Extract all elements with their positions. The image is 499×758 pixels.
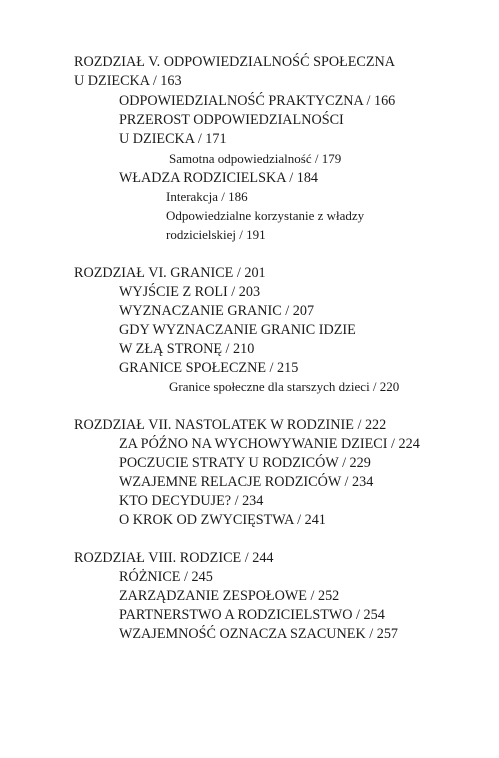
chapter-6-title: ROZDZIAŁ VI. GRANICE / 201 [74, 265, 266, 281]
toc-entry: KTO DECYDUJE? / 234 [119, 493, 264, 509]
toc-entry: W ZŁĄ STRONĘ / 210 [119, 341, 255, 357]
toc-entry: WZAJEMNOŚĆ OZNACZA SZACUNEK / 257 [119, 626, 399, 642]
toc-subentry: rodzicielskiej / 191 [166, 227, 266, 242]
toc-subentry: Odpowiedzialne korzystanie z władzy [166, 208, 365, 223]
toc-entry: WYJŚCIE Z ROLI / 203 [119, 284, 261, 300]
chapter-7-title: ROZDZIAŁ VII. NASTOLATEK W RODZINIE / 222 [74, 417, 387, 433]
toc-entry: PARTNERSTWO A RODZICIELSTWO / 254 [119, 607, 385, 623]
toc-entry: GDY WYZNACZANIE GRANIC IDZIE [119, 322, 356, 338]
toc-entry: WYZNACZANIE GRANIC / 207 [119, 303, 315, 319]
toc-subentry: Granice społeczne dla starszych dzieci / 220 [169, 379, 400, 394]
toc-subentry: Interakcja / 186 [166, 189, 248, 204]
toc-entry: GRANICE SPOŁECZNE / 215 [119, 360, 299, 376]
chapter-5-title-line-2: U DZIECKA / 163 [74, 73, 182, 89]
toc-entry: U DZIECKA / 171 [119, 131, 227, 147]
chapter-5-title-line-1: ROZDZIAŁ V. ODPOWIEDZIALNOŚĆ SPOŁECZNA [74, 54, 396, 70]
toc-entry: POCZUCIE STRATY U RODZICÓW / 229 [119, 455, 371, 471]
toc-subentry: Samotna odpowiedzialność / 179 [169, 151, 342, 166]
toc-entry: ODPOWIEDZIALNOŚĆ PRAKTYCZNA / 166 [119, 93, 396, 109]
toc-entry: ZA PÓŹNO NA WYCHOWYWANIE DZIECI / 224 [119, 436, 420, 452]
chapter-8-title: ROZDZIAŁ VIII. RODZICE / 244 [74, 550, 274, 566]
toc-entry: PRZEROST ODPOWIEDZIALNOŚCI [119, 112, 344, 128]
toc-entry: WŁADZA RODZICIELSKA / 184 [119, 170, 319, 186]
toc-entry: O KROK OD ZWYCIĘSTWA / 241 [119, 512, 326, 528]
toc-entry: ZARZĄDZANIE ZESPOŁOWE / 252 [119, 588, 340, 604]
toc-entry: RÓŻNICE / 245 [119, 569, 213, 585]
toc-entry: WZAJEMNE RELACJE RODZICÓW / 234 [119, 474, 374, 490]
